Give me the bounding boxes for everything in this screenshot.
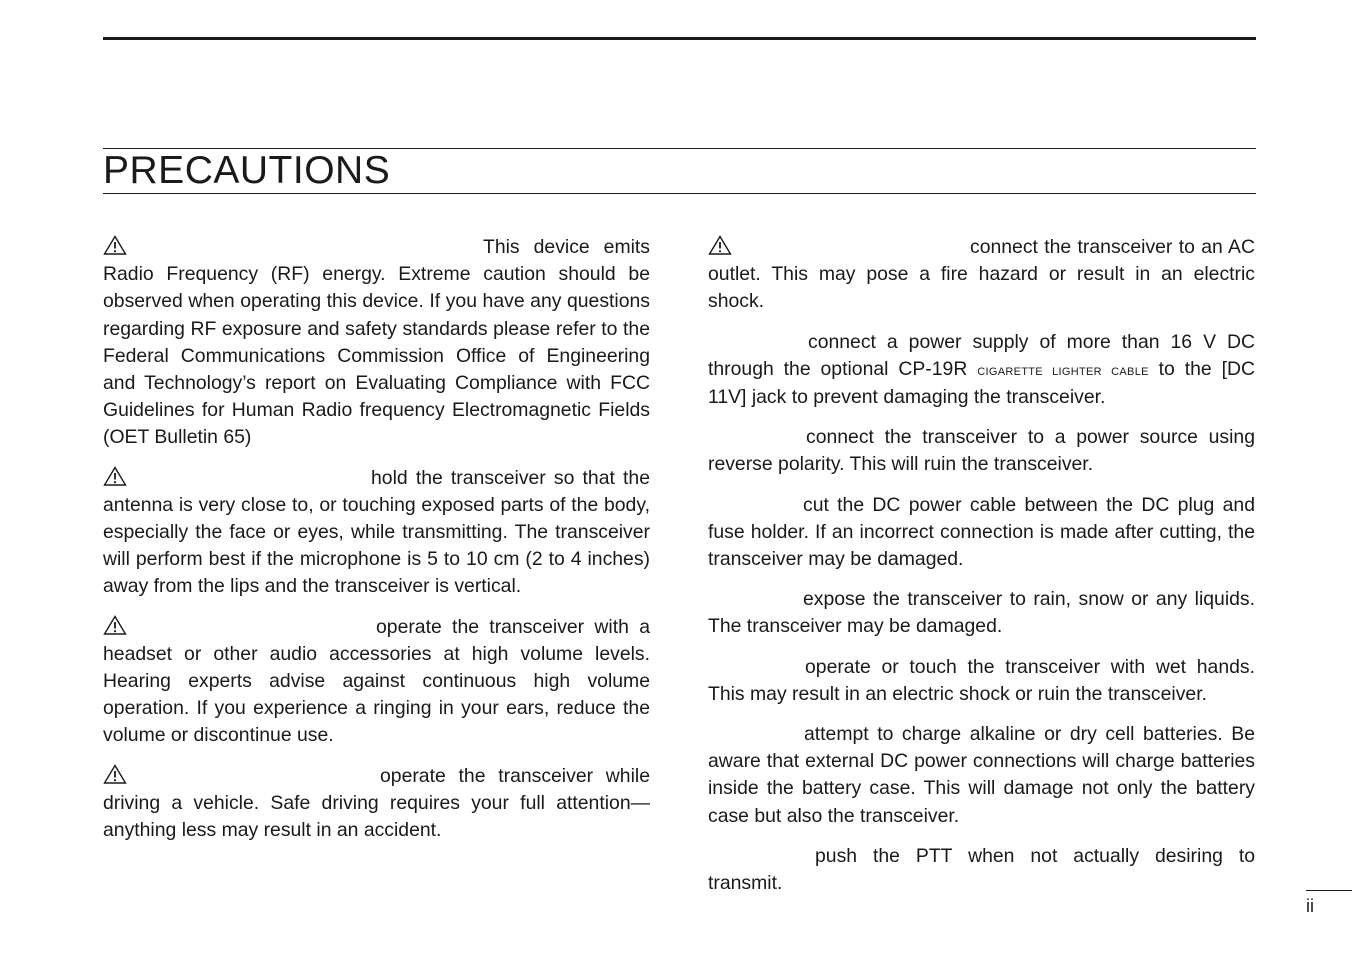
- right-column: [708, 234, 1255, 910]
- precaution-ac-outlet: [708, 234, 1255, 316]
- precaution-dc-cable: [708, 492, 1255, 574]
- warning-triangle-icon: [708, 235, 732, 255]
- precaution-headset-volume: [103, 614, 650, 750]
- page-title: PRECAUTIONS: [103, 149, 391, 192]
- precaution-text: connect the transceiver to a power source using reverse polarity. This will ruin the transceiver.: [708, 426, 1255, 476]
- precaution-text: hold the transceiver so that the antenna is very close to, or touching exposed parts of the body, especially the face or eyes, while transmitting. The transceiver will perform best if the microphone is 5 to 10 cm (2 to 4 inches) away from the lips and the transceiver is vertical.: [103, 466, 650, 598]
- precaution-text: cut the DC power cable between the DC plug and fuse holder. If an incorrect connection is made after cutting, the transceiver may be damaged.: [708, 493, 1255, 571]
- precaution-text: expose the transceiver to rain, snow or any liquids. The transceiver may be damaged.: [708, 588, 1255, 638]
- precaution-text: to the [DC 11V] jack to prevent damaging the transceiver.: [708, 357, 1255, 409]
- precaution-text: operate the transceiver while driving a vehicle. Safe driving requires your full attention—anything less may result in an accident.: [103, 764, 650, 842]
- page-number: ii: [1306, 896, 1314, 916]
- precaution-batteries: [708, 721, 1255, 830]
- warning-triangle-icon: [103, 764, 127, 784]
- precaution-ptt: [708, 843, 1255, 897]
- precaution-text: connect a power supply of more than 16 V DC through the optional CP-19R: [708, 330, 1255, 380]
- warning-triangle-icon: [103, 466, 127, 486]
- precaution-liquids: [708, 586, 1255, 640]
- precaution-antenna: [103, 465, 650, 601]
- warning-triangle-icon: [103, 615, 127, 635]
- precaution-text: operate the transceiver with a headset or other audio accessories at high volume levels. Hearing experts advise against continuous high volume operation. If you experience a ringing in your ears, reduce the volume or discontinue use.: [103, 615, 650, 747]
- cable-name: cigarette lighter cable: [977, 361, 1149, 379]
- title-rule-bottom: [103, 193, 1256, 194]
- precaution-driving: [103, 763, 650, 845]
- precaution-power-supply: [708, 329, 1255, 412]
- top-rule: [103, 37, 1256, 40]
- left-column: [103, 234, 650, 857]
- precaution-rf-energy: [103, 234, 650, 452]
- precaution-reverse-polarity: [708, 424, 1255, 478]
- precaution-text: push the PTT when not actually desiring to transmit.: [708, 844, 1255, 895]
- precaution-wet-hands: [708, 654, 1255, 708]
- page-number-rule: [1306, 890, 1352, 891]
- precaution-text: attempt to charge alkaline or dry cell batteries. Be aware that external DC power connections will charge batteries inside the battery case. This will damage not only the battery case but also the transceiver.: [708, 723, 1255, 827]
- precaution-text: This device emits Radio Frequency (RF) energy. Extreme caution should be observed when operating this device. If you have any questions regarding RF exposure and safety standards please refer to the Federal Communications Commission Office of Engineering and Technology’s report on Evaluating Compliance with FCC Guidelines for Human Radio frequency Electromagnetic Fields (OET Bulletin 65): [103, 236, 650, 449]
- precaution-text: operate or touch the transceiver with wet hands. This may result in an electric shock or ruin the transceiver.: [708, 655, 1255, 705]
- precaution-text: connect the transceiver to an AC outlet. This may pose a fire hazard or result in an electric shock.: [708, 236, 1255, 313]
- warning-triangle-icon: [103, 235, 127, 255]
